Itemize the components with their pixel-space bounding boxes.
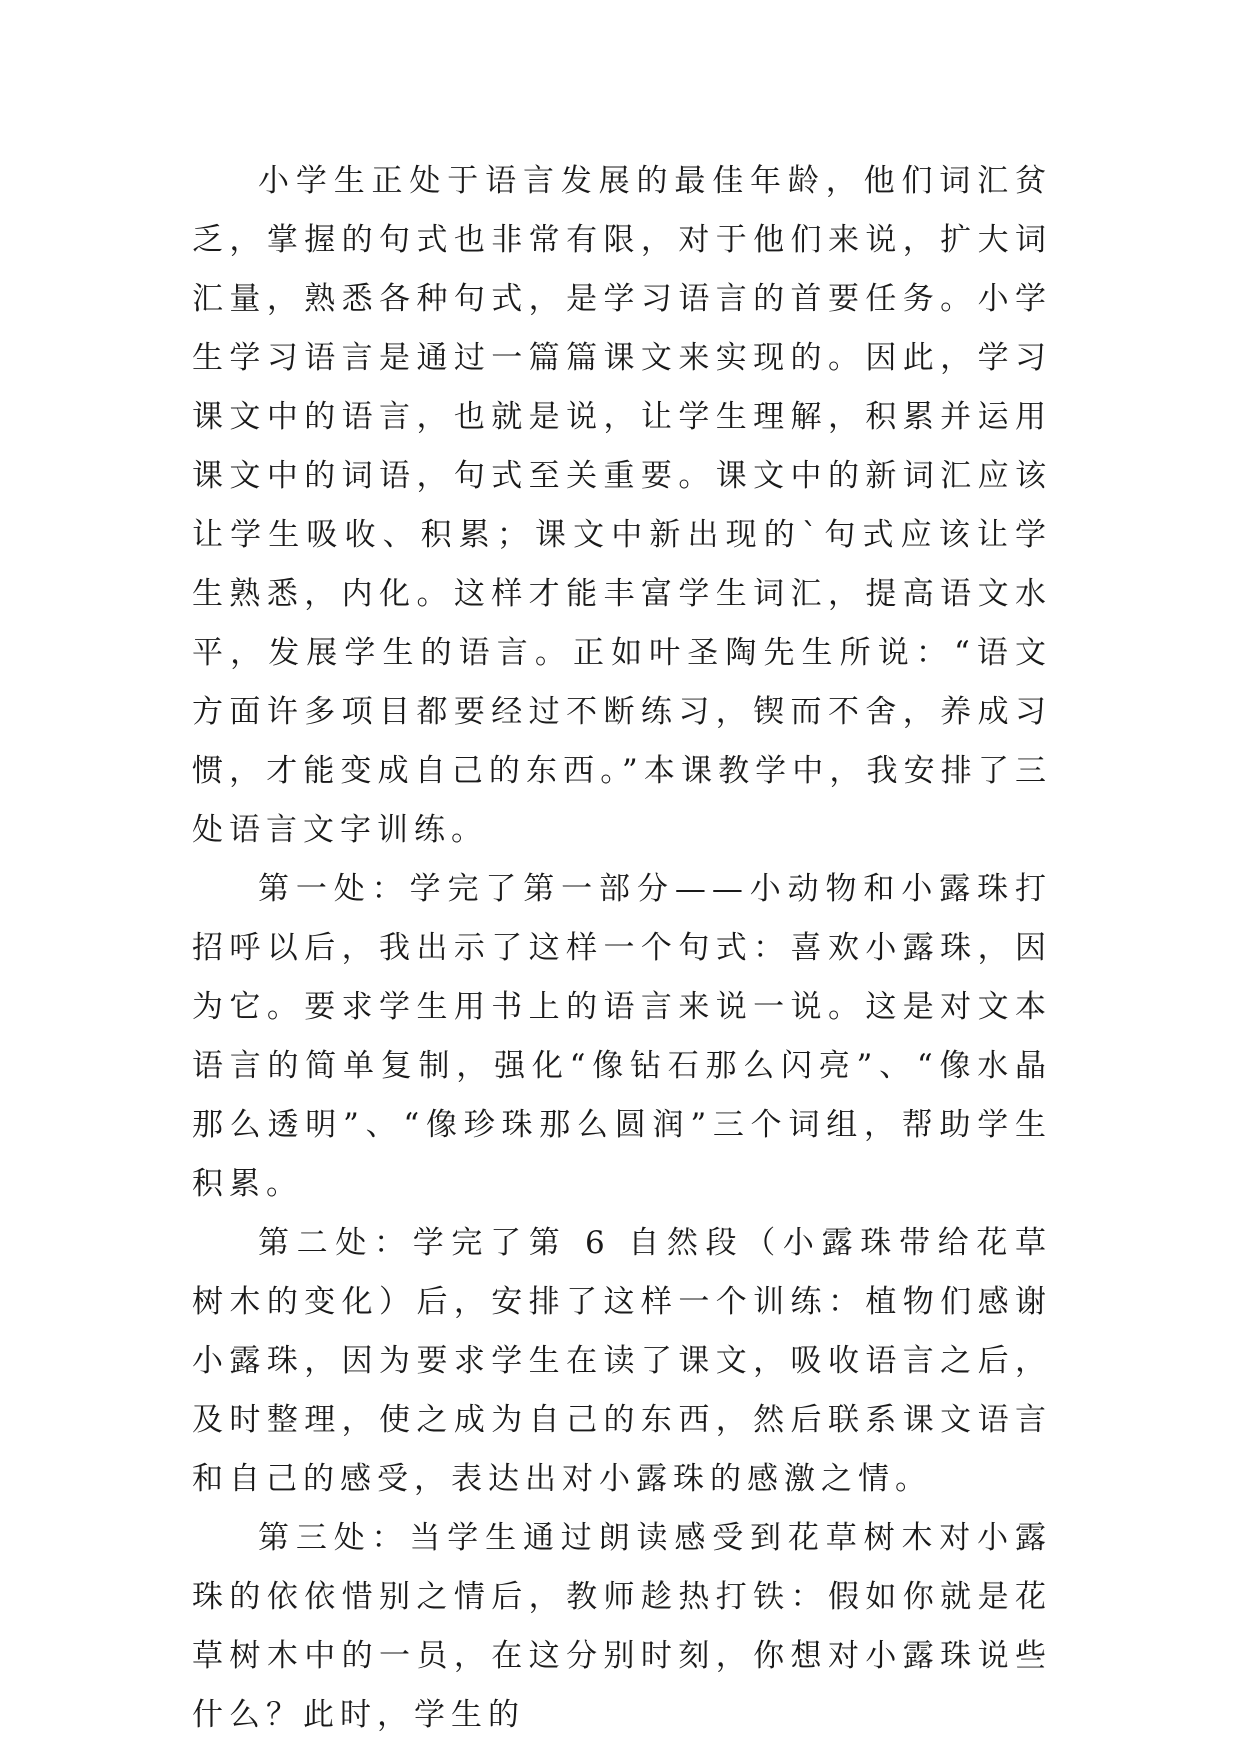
paragraph-first-exercise: 第一处：学完了第一部分——小动物和小露珠打招呼以后，我出示了这样一个句式：喜欢小露珠，因为它。要求学生用书上的语言来说一说。这是对文本语言的简单复制，强化“像钻石那么闪亮”、“像水晶那么透明”、“像珍珠那么圆润”三个词组，帮助学生积累。 — [192, 871, 1052, 1202]
paragraph-second-exercise: 第二处：学完了第 6 自然段（小露珠带给花草树木的变化）后，安排了这样一个训练：植物们感谢小露珠，因为要求学生在读了课文，吸收语言之后，及时整理，使之成为自己的东西，然后联系课文语言和自己的感受，表达出对小露珠的感激之情。 — [192, 1225, 1052, 1497]
paragraph-intro: 小学生正处于语言发展的最佳年龄，他们词汇贫乏，掌握的句式也非常有限，对于他们来说，扩大词汇量，熟悉各种句式，是学习语言的首要任务。小学生学习语言是通过一篇篇课文来实现的。因此，学习课文中的语言，也就是说，让学生理解，积累并运用课文中的词语，句式至关重要。课文中的新词汇应该让学生吸收、积累；课文中新出现的`句式应该让学生熟悉，内化。这样才能丰富学生词汇，提高语文水平，发展学生的语言。正如叶圣陶先生所说：“语文方面许多项目都要经过不断练习，锲而不舍，养成习惯，才能变成自己的东西。”本课教学中，我安排了三处语言文字训练。 — [192, 163, 1052, 848]
document-page — [192, 152, 1052, 1745]
paragraph-third-exercise: 第三处：当学生通过朗读感受到花草树木对小露珠的依依惜别之情后，教师趁热打铁：假如你就是花草树木中的一员，在这分别时刻，你想对小露珠说些什么？此时，学生的 — [192, 1520, 1052, 1733]
